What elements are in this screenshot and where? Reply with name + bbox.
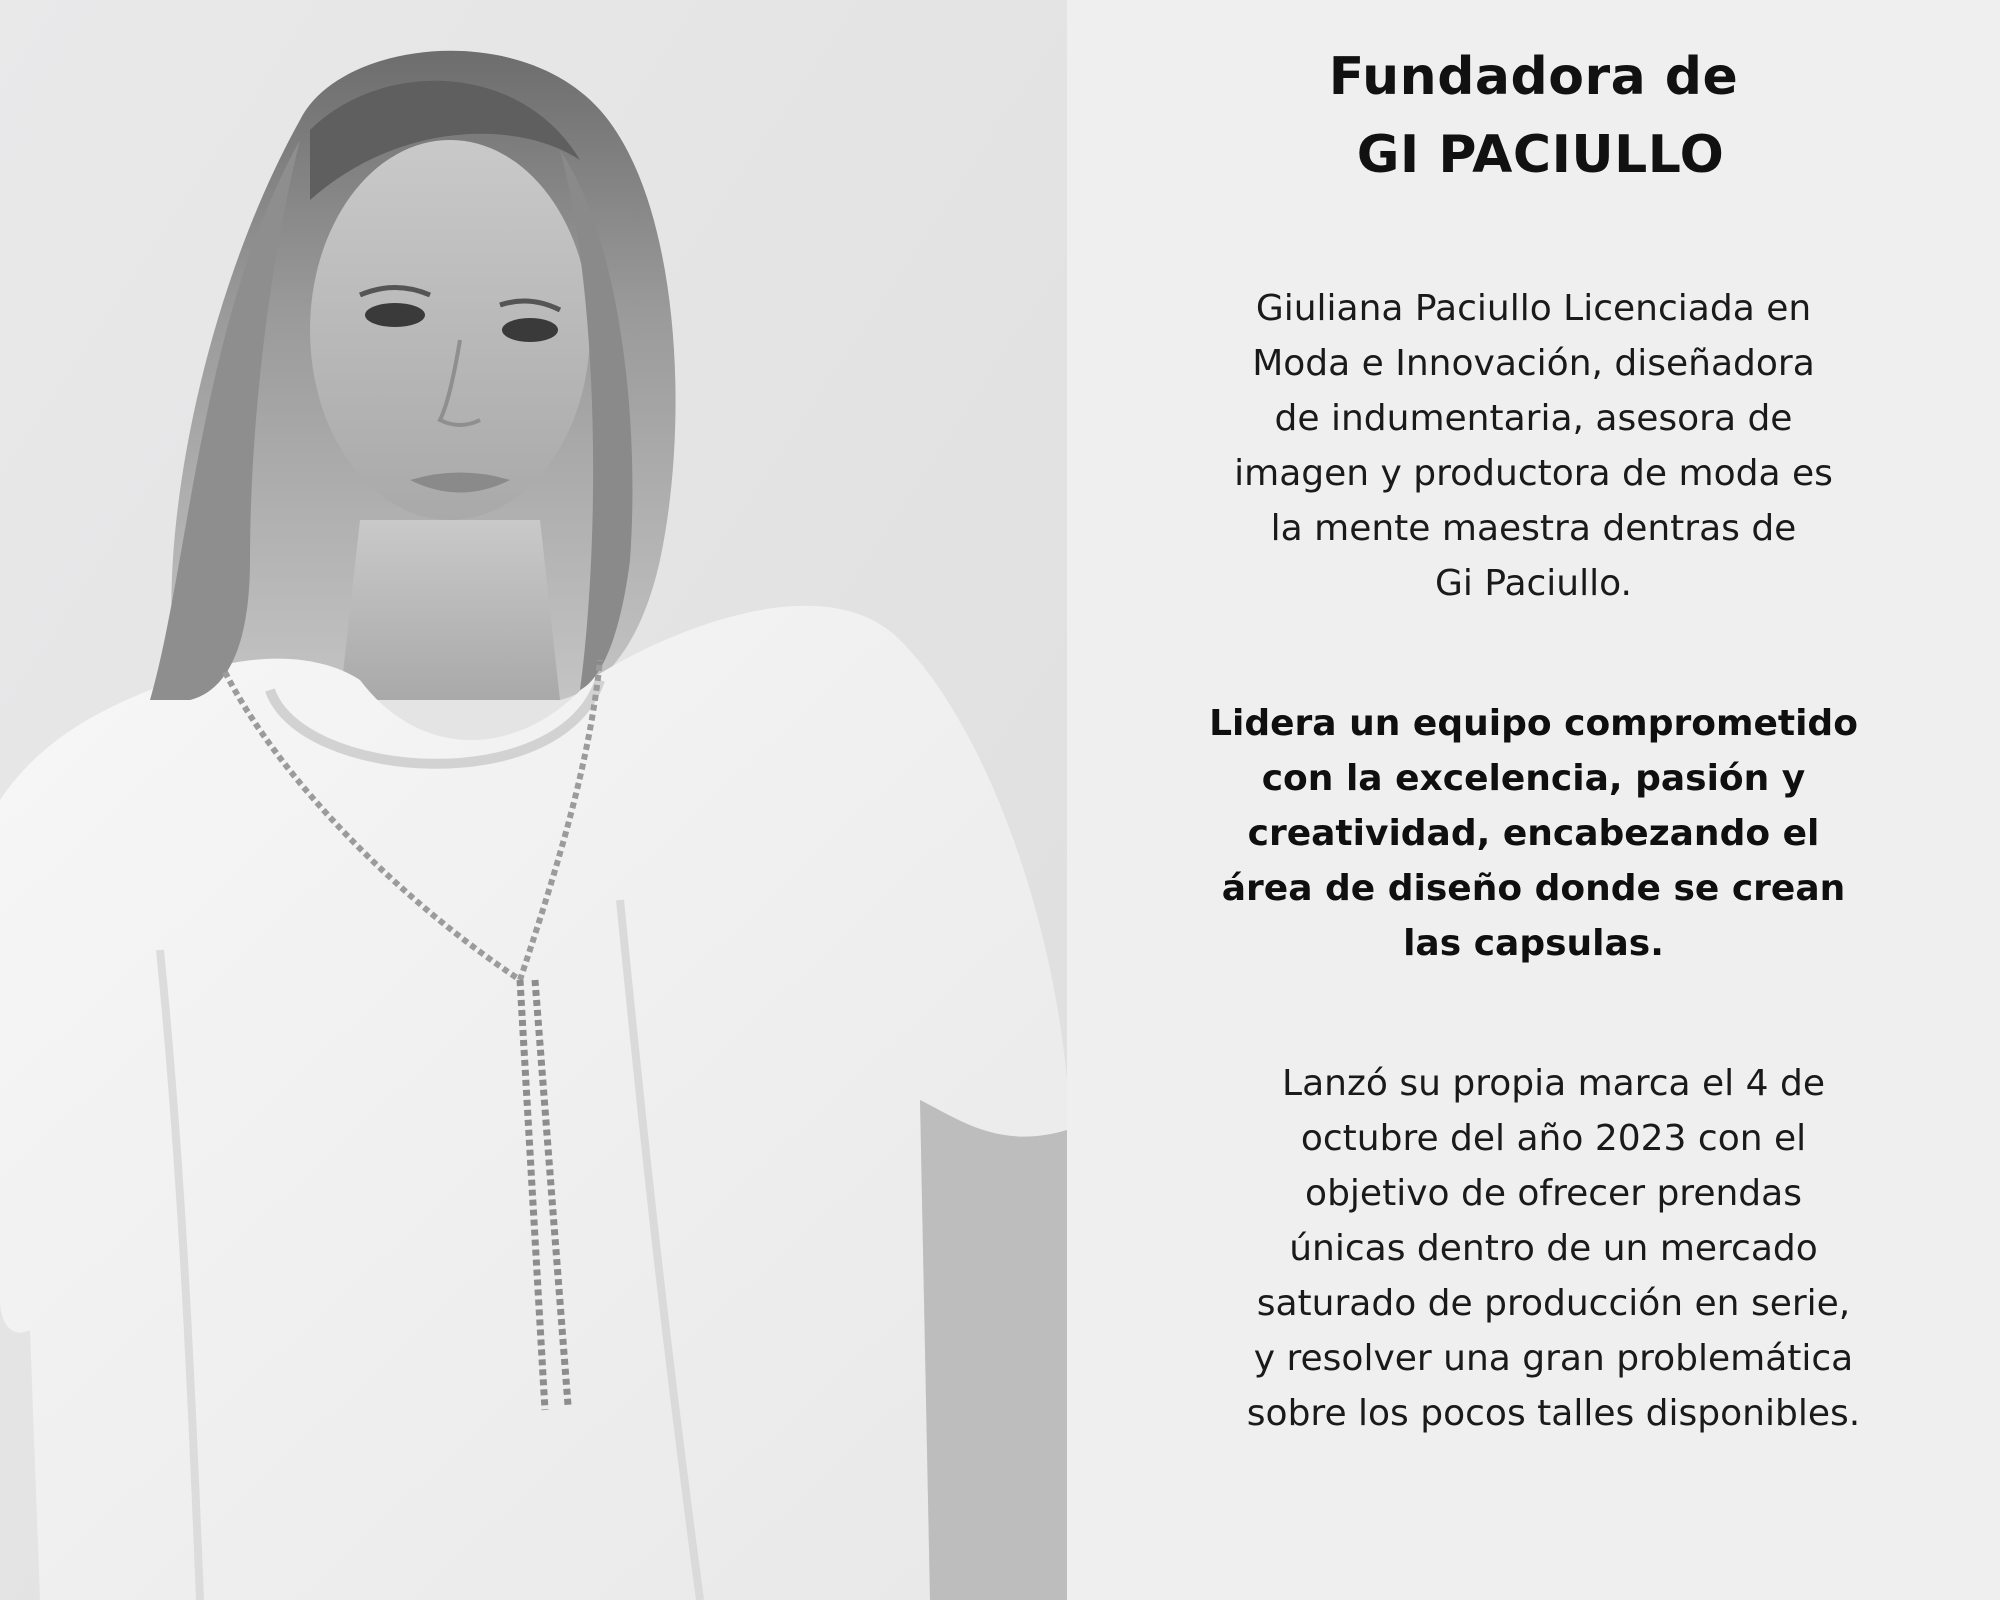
highlight-line: área de diseño donde se crean — [1221, 868, 1846, 909]
title-line-2: GI PACIULLO — [1356, 125, 1725, 185]
title-line-1: Fundadora de — [1328, 47, 1739, 107]
launch-line: octubre del año 2023 con el — [1300, 1118, 1807, 1159]
launch-line: y resolver una gran problemática — [1253, 1338, 1854, 1379]
launch-line: Lanzó su propia marca el 4 de — [1282, 1063, 1825, 1104]
highlight-paragraph — [1107, 696, 1960, 971]
launch-line: sobre los pocos talles disponibles. — [1246, 1393, 1861, 1434]
highlight-line: creatividad, encabezando el — [1247, 813, 1820, 854]
launch-line: saturado de producción en serie, — [1256, 1283, 1851, 1324]
intro-line: imagen y productora de moda es — [1234, 453, 1833, 494]
intro-line: de indumentaria, asesora de — [1274, 398, 1793, 439]
launch-paragraph — [1127, 1056, 1980, 1441]
intro-line: Giuliana Paciullo Licenciada en — [1255, 288, 1812, 329]
intro-line: la mente maestra dentras de — [1270, 508, 1797, 549]
highlight-line: con la excelencia, pasión y — [1261, 758, 1806, 799]
intro-line: Gi Paciullo. — [1435, 563, 1632, 604]
highlight-line: Lidera un equipo comprometido — [1209, 703, 1858, 744]
founder-bio-panel — [1067, 0, 2000, 1600]
launch-line: objetivo de ofrecer prendas — [1305, 1173, 1802, 1214]
highlight-line: las capsulas. — [1403, 923, 1664, 964]
launch-line: únicas dentro de un mercado — [1289, 1228, 1818, 1269]
page-title — [1067, 38, 2000, 194]
intro-line: Moda e Innovación, diseñadora — [1252, 343, 1815, 384]
intro-paragraph — [1107, 281, 1960, 611]
